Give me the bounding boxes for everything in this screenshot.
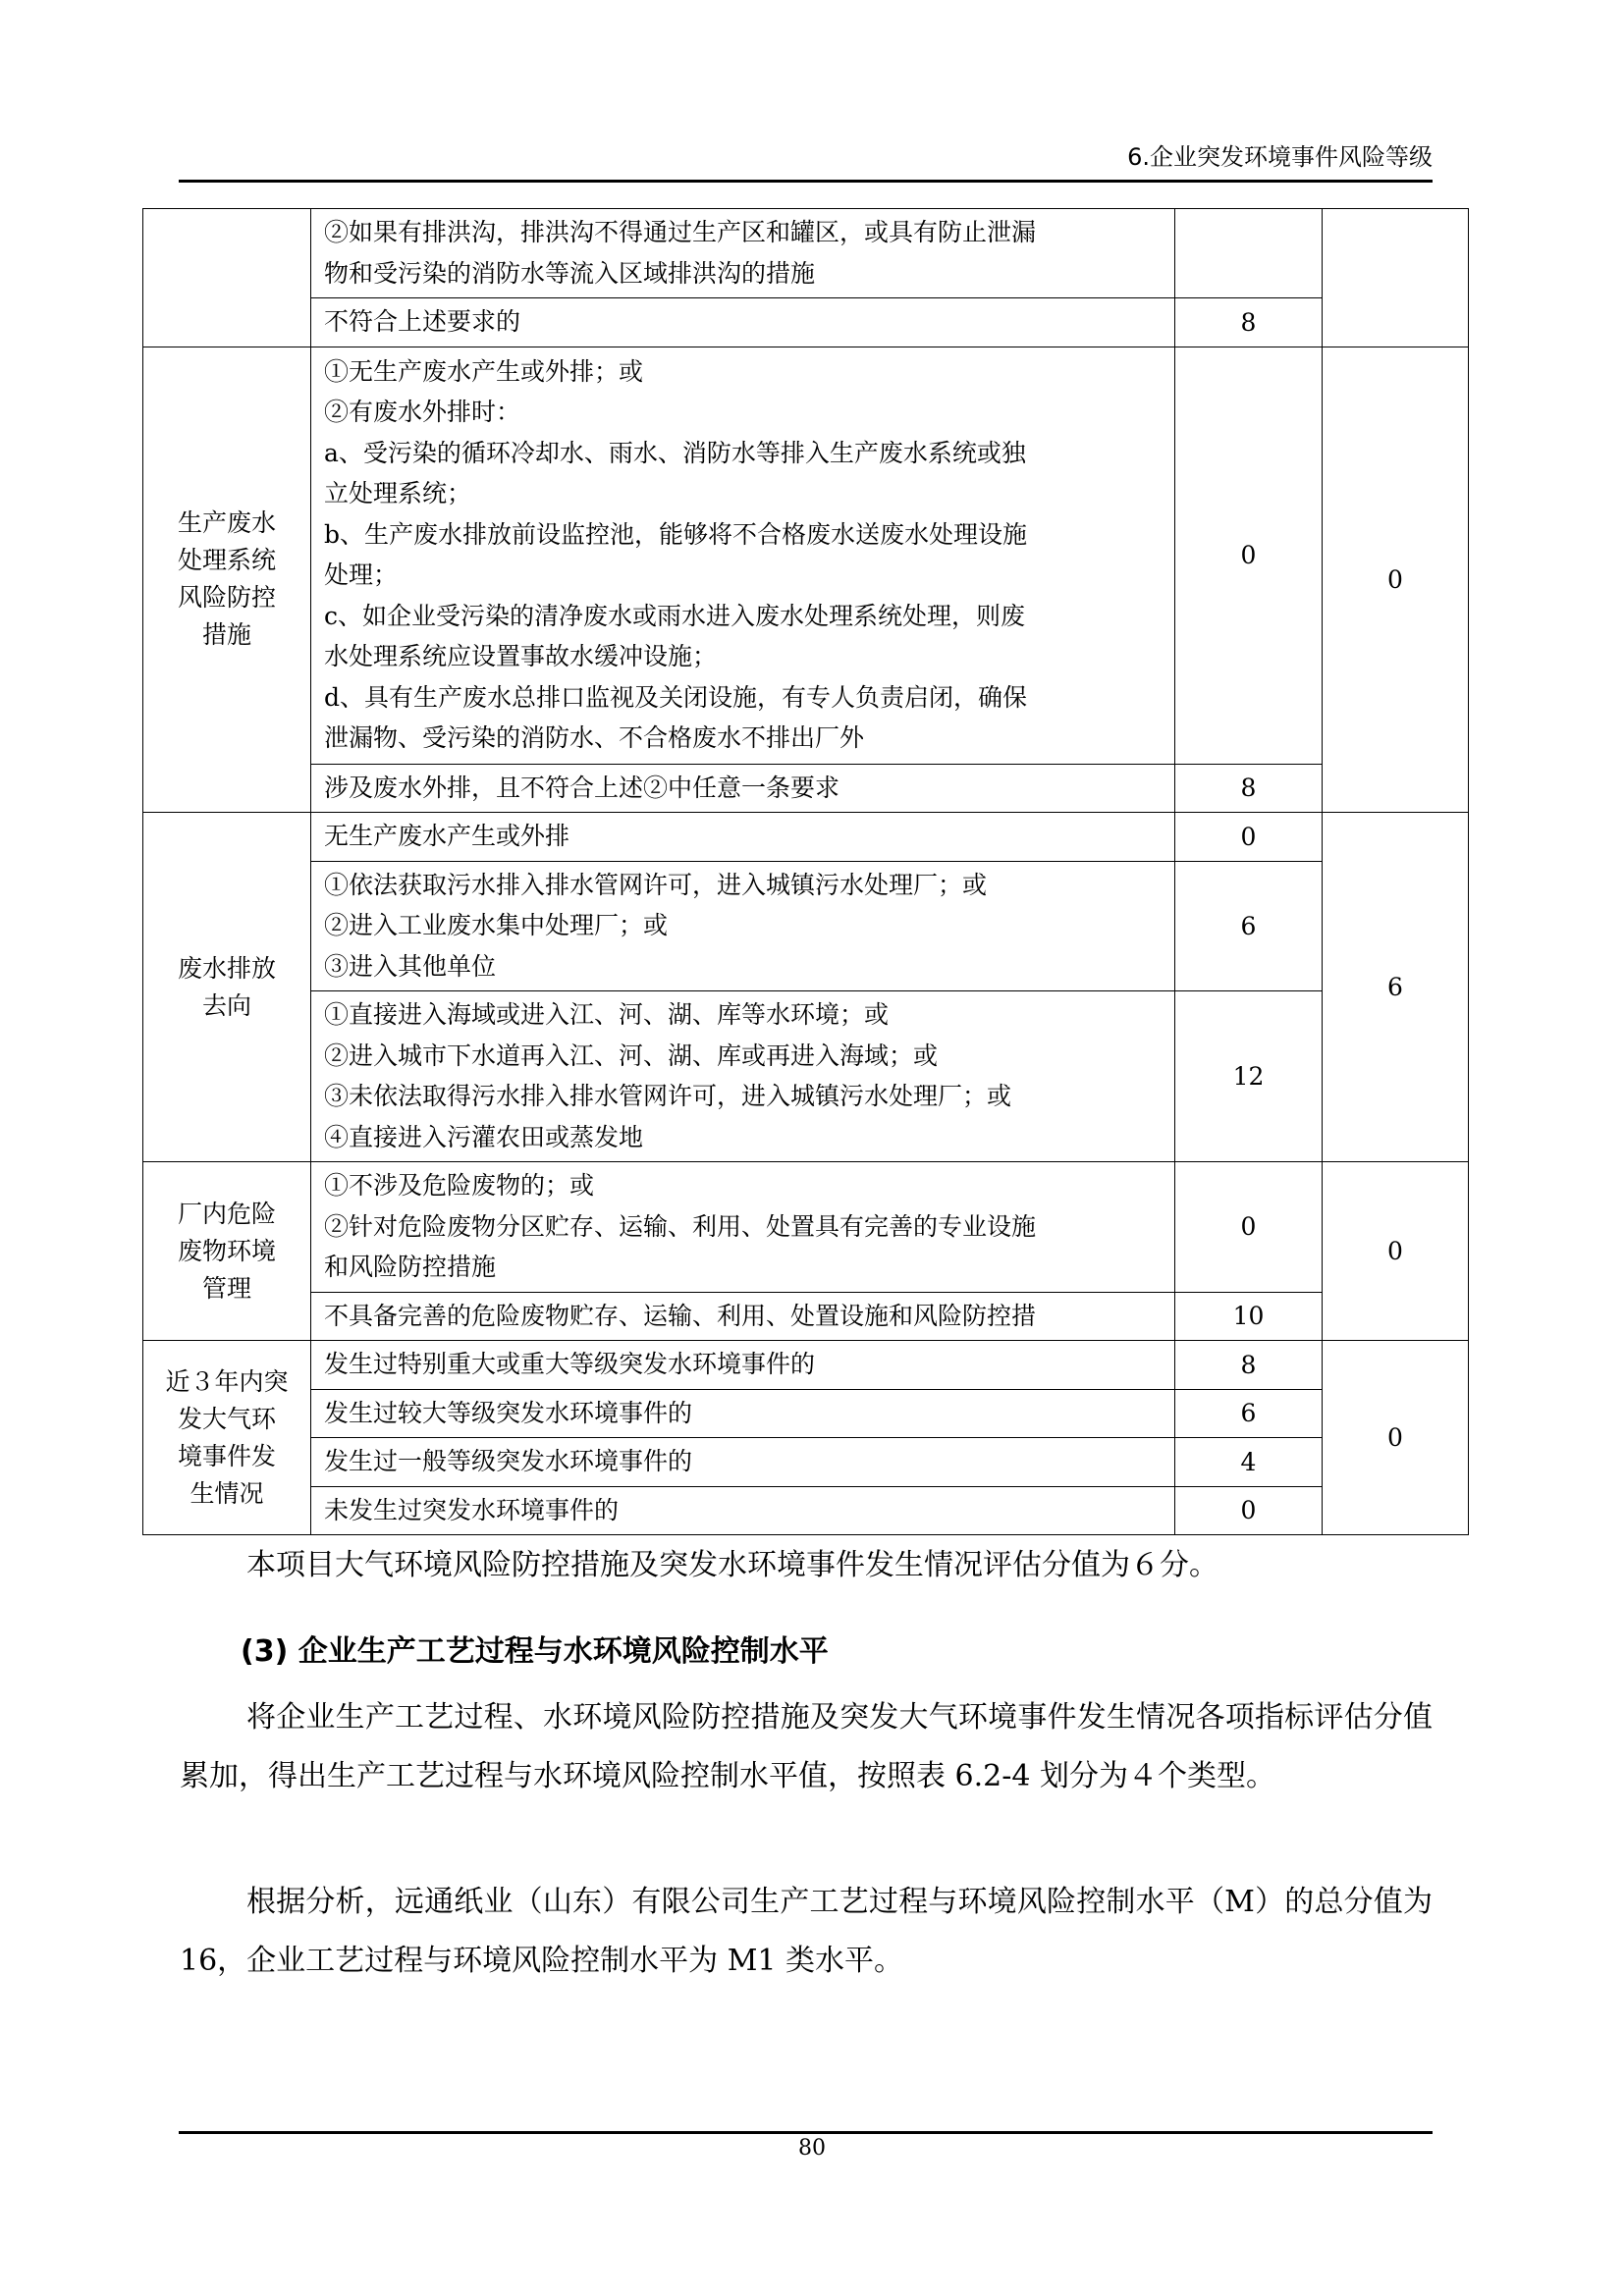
table-row — [143, 1486, 1469, 1535]
table-row — [143, 1162, 1469, 1293]
condition-line: ①无生产废水产生或外排；或 — [324, 356, 644, 386]
category-line: 风险防控 — [177, 583, 276, 613]
header-rule — [179, 180, 1433, 183]
condition-line: 不符合上述要求的 — [324, 307, 521, 336]
condition-line: 泄漏物、受污染的消防水、不合格废水不排出厂外 — [324, 723, 865, 752]
category-line: 废水排放 — [177, 953, 276, 983]
total-score-cell: 0 — [1323, 1162, 1469, 1341]
condition-line: ③未依法取得污水排入排水管网许可，进入城镇污水处理厂；或 — [324, 1082, 1012, 1110]
score-cell: 4 — [1175, 1438, 1323, 1487]
condition-line: 物和受污染的消防水等流入区域排洪沟的措施 — [324, 258, 816, 288]
score-cell: 8 — [1175, 764, 1323, 813]
total-score-cell: 6 — [1323, 813, 1469, 1162]
category-line: 厂内危险 — [177, 1199, 276, 1228]
page-number: 80 — [798, 2136, 826, 2161]
condition-cell — [311, 1292, 1175, 1341]
condition-line: d、具有生产废水总排口监视及关闭设施，有专人负责启闭，确保 — [324, 682, 1028, 712]
table-row — [143, 1341, 1469, 1390]
condition-cell — [311, 991, 1175, 1162]
score-cell: 6 — [1175, 1389, 1323, 1438]
table-row — [143, 861, 1469, 991]
condition-line: 和风险防控措施 — [324, 1253, 497, 1281]
condition-line: 处理； — [324, 561, 399, 589]
category-cell — [143, 347, 311, 813]
condition-line: a、受污染的循环冷却水、雨水、消防水等排入生产废水系统或独 — [324, 438, 1026, 467]
condition-line: 发生过一般等级突发水环境事件的 — [324, 1447, 693, 1475]
condition-line: 未发生过突发水环境事件的 — [324, 1495, 620, 1524]
summary-paragraph: 本项目大气环境风险防控措施及突发水环境事件发生情况评估分值为６分。 — [246, 1548, 1218, 1582]
score-cell: 0 — [1175, 347, 1323, 764]
category-cell — [143, 813, 311, 1162]
condition-line: ④直接进入污灌农田或蒸发地 — [324, 1122, 644, 1151]
table-row — [143, 1292, 1469, 1341]
condition-line: ①不涉及危险废物的；或 — [324, 1171, 595, 1200]
category-line: 去向 — [201, 990, 251, 1020]
score-cell: 8 — [1175, 1341, 1323, 1390]
category-line: 管理 — [201, 1273, 251, 1303]
body-paragraph: 将企业生产工艺过程、水环境风险防控措施及突发大气环境事件发生情况各项指标评估分值累加，得出生产工艺过程与水环境风险控制水平值，按照表 6.2-4 划分为４个类型。 — [180, 1700, 1433, 1793]
score-cell: 12 — [1175, 991, 1323, 1162]
section-heading: (3) 企业生产工艺过程与水环境风险控制水平 — [241, 1634, 829, 1669]
table-row — [143, 1389, 1469, 1438]
condition-line: ①直接进入海域或进入江、河、湖、库等水环境；或 — [324, 1000, 890, 1029]
condition-line: ②进入工业废水集中处理厂；或 — [324, 911, 669, 939]
category-line: 生产废水 — [177, 508, 276, 538]
table-row — [143, 764, 1469, 813]
category-line: 处理系统 — [177, 546, 276, 575]
score-cell — [1175, 209, 1323, 298]
condition-cell — [311, 1389, 1175, 1438]
condition-line: c、如企业受污染的清净废水或雨水进入废水处理系统处理，则废 — [324, 601, 1026, 630]
condition-cell — [311, 764, 1175, 813]
condition-line: 涉及废水外排，且不符合上述②中任意一条要求 — [324, 773, 840, 802]
condition-line: ②针对危险废物分区贮存、运输、利用、处置具有完善的专业设施 — [324, 1211, 1037, 1241]
condition-cell — [311, 861, 1175, 991]
table-row — [143, 813, 1469, 862]
score-cell: 8 — [1175, 298, 1323, 347]
condition-cell — [311, 298, 1175, 347]
score-cell: 0 — [1175, 1162, 1323, 1293]
score-cell: 0 — [1175, 1486, 1323, 1535]
condition-line: 发生过特别重大或重大等级突发水环境事件的 — [324, 1350, 816, 1378]
table-row — [143, 209, 1469, 298]
condition-cell — [311, 347, 1175, 764]
body-paragraph: 根据分析，远通纸业（山东）有限公司生产工艺过程与环境风险控制水平（M）的总分值为 16，企业工艺过程与环境风险控制水平为 M1 类水平。 — [180, 1885, 1433, 1978]
section-header-title: 6.企业突发环境事件风险等级 — [1127, 143, 1433, 171]
category-line: 境事件发 — [177, 1441, 276, 1470]
category-line: 措施 — [201, 620, 251, 650]
condition-cell — [311, 1438, 1175, 1487]
condition-line: b、生产废水排放前设监控池，能够将不合格废水送废水处理设施 — [324, 519, 1028, 549]
category-line: 近３年内突 — [165, 1366, 289, 1396]
total-score-cell: 0 — [1323, 347, 1469, 813]
condition-line: ②有废水外排时： — [324, 398, 521, 426]
condition-line: ③进入其他单位 — [324, 951, 497, 981]
condition-line: 不具备完善的危险废物贮存、运输、利用、处置设施和风险防控措 — [324, 1301, 1037, 1330]
condition-line: ①依法获取污水排入排水管网许可，进入城镇污水处理厂；或 — [324, 870, 988, 899]
condition-line: 发生过较大等级突发水环境事件的 — [324, 1398, 693, 1427]
condition-cell — [311, 1162, 1175, 1293]
category-cell — [143, 209, 311, 347]
table-row — [143, 991, 1469, 1162]
condition-cell — [311, 1341, 1175, 1390]
risk-assessment-table — [142, 208, 1469, 1535]
condition-cell — [311, 813, 1175, 862]
category-line: 废物环境 — [177, 1236, 276, 1265]
table-row — [143, 347, 1469, 764]
condition-cell — [311, 209, 1175, 298]
condition-line: ②如果有排洪沟，排洪沟不得通过生产区和罐区，或具有防止泄漏 — [324, 218, 1037, 246]
score-cell: 0 — [1175, 813, 1323, 862]
category-cell — [143, 1341, 311, 1535]
table-row — [143, 1438, 1469, 1487]
footer-rule — [179, 2131, 1433, 2134]
category-line: 发大气环 — [177, 1404, 276, 1433]
score-cell: 6 — [1175, 861, 1323, 991]
condition-line: 无生产废水产生或外排 — [324, 822, 570, 850]
condition-line: 水处理系统应设置事故水缓冲设施； — [324, 642, 718, 670]
table-row — [143, 298, 1469, 347]
total-score-cell: 0 — [1323, 1341, 1469, 1535]
total-score-cell — [1323, 209, 1469, 347]
category-line: 生情况 — [189, 1478, 264, 1508]
score-cell: 10 — [1175, 1292, 1323, 1341]
condition-line: ②进入城市下水道再入江、河、湖、库或再进入海域；或 — [324, 1041, 939, 1070]
condition-cell — [311, 1486, 1175, 1535]
condition-line: 立处理系统； — [324, 479, 472, 507]
category-cell — [143, 1162, 311, 1341]
